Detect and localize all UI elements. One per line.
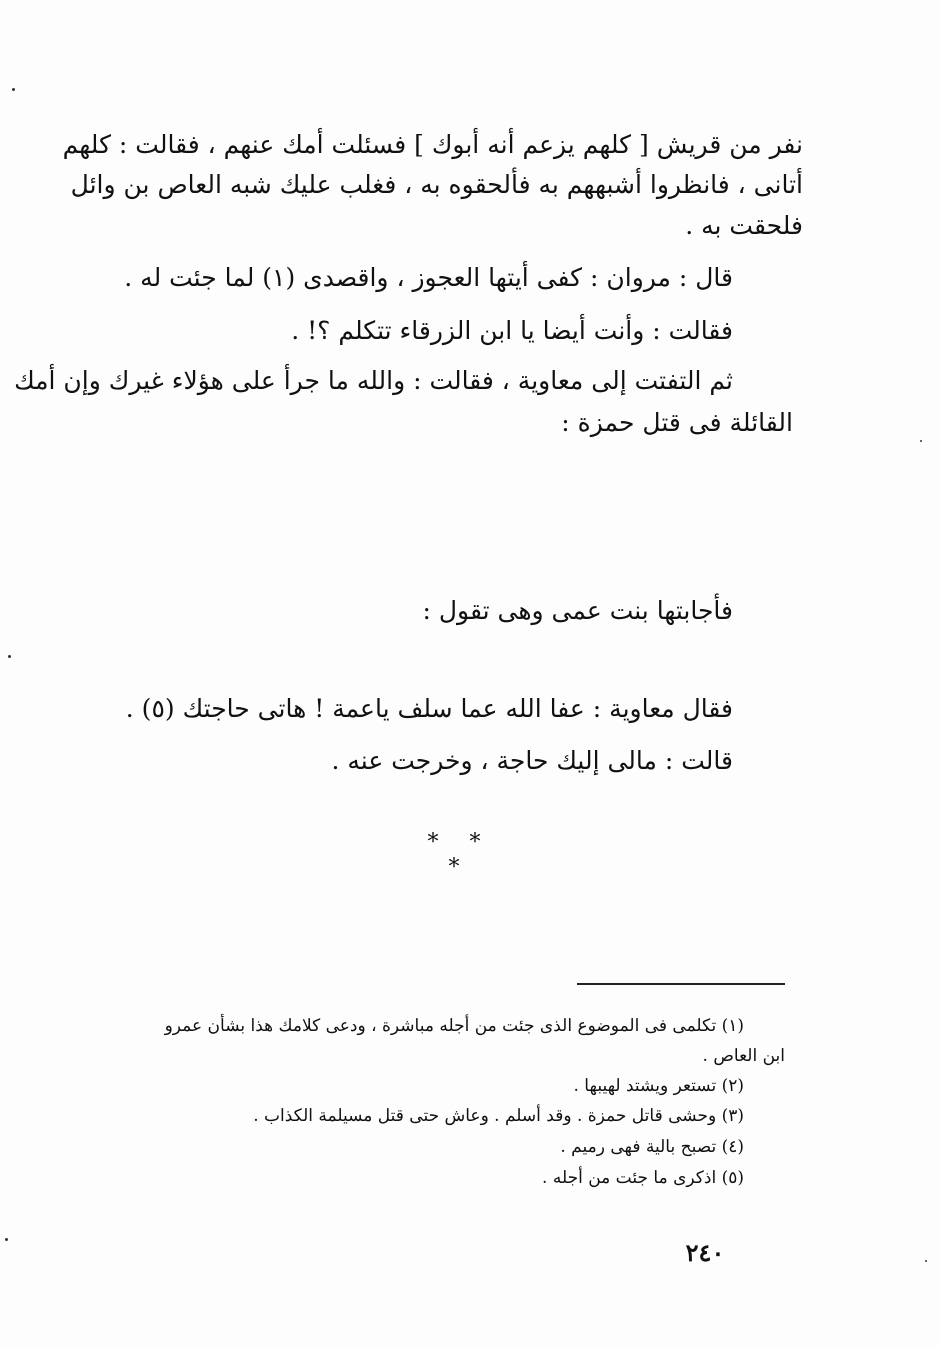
footnote-4: (٤) تصبح بالية فهى رميم . xyxy=(560,1137,744,1157)
footnote-2: (٢) تستعر ويشتد لهيبها . xyxy=(573,1076,744,1096)
footnote-3: (٣) وحشى قاتل حمزة . وقد أسلم . وعاش حتى قتل مسيلمة الكذاب . xyxy=(253,1106,744,1126)
scan-speck xyxy=(920,440,922,442)
body-line-2: أتانى ، فانظروا أشبههم به فألحقوه به ، فغلب عليك شبه العاص بن وائل xyxy=(70,170,803,199)
footnote-5: (٥) اذكرى ما جئت من أجله . xyxy=(542,1168,744,1188)
page-number: ٢٤٠ xyxy=(685,1238,725,1267)
body-line-5: فقالت : وأنت أيضا يا ابن الزرقاء تتكلم ؟! . xyxy=(291,316,733,345)
closing-line-2: قالت : مالى إليك حاجة ، وخرجت عنه . xyxy=(331,746,733,775)
body-line-3: فلحقت به . xyxy=(685,211,803,240)
footnote-rule xyxy=(577,983,785,985)
section-separator: * * * xyxy=(427,830,493,880)
scan-speck xyxy=(8,655,11,658)
body-line-7: القائلة فى قتل حمزة : xyxy=(561,408,793,437)
scan-speck xyxy=(925,1260,927,1262)
scan-speck xyxy=(5,1238,8,1241)
body-line-6: ثم التفتت إلى معاوية ، فقالت : والله ما جرأ على هؤلاء غيرك وإن أمك xyxy=(14,366,733,395)
scan-speck xyxy=(12,88,15,91)
footnote-1-continuation: ابن العاص . xyxy=(702,1046,785,1066)
reply-intro: فأجابتها بنت عمى وهى تقول : xyxy=(422,596,733,625)
body-line-4: قال : مروان : كفى أيتها العجوز ، واقصدى (١) لما جئت له . xyxy=(124,263,733,292)
body-line-1: نفر من قريش [ كلهم يزعم أنه أبوك ] فسئلت أمك عنهم ، فقالت : كلهم xyxy=(62,130,803,159)
closing-line-1: فقال معاوية : عفا الله عما سلف ياعمة ! هاتى حاجتك (٥) . xyxy=(125,694,733,723)
footnote-1: (١) تكلمى فى الموضوع الذى جئت من أجله مباشرة ، ودعى كلامك هذا بشأن عمرو xyxy=(164,1016,744,1036)
